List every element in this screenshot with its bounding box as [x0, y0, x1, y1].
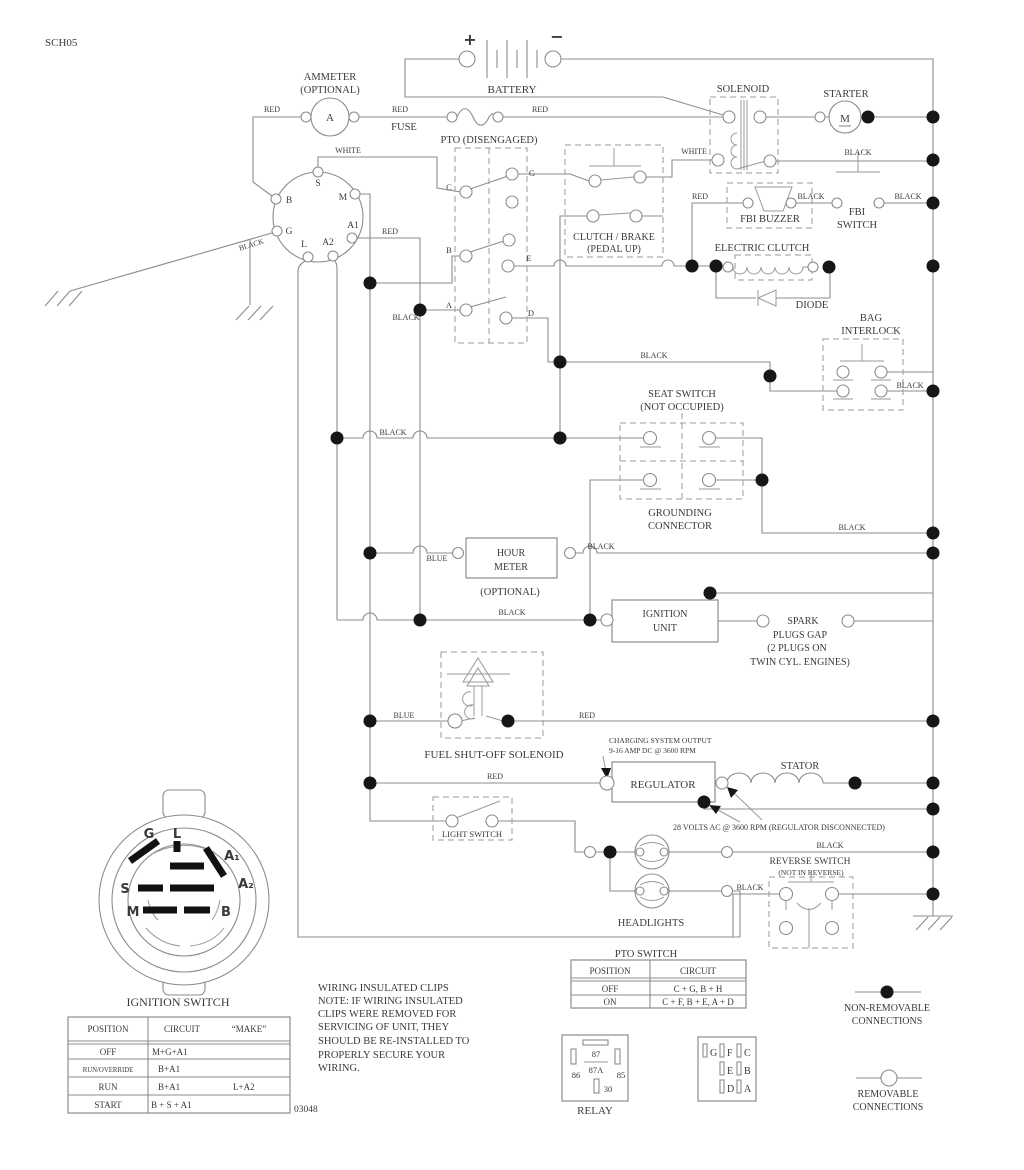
- removable-connection: [460, 304, 472, 316]
- legend-removable-1: REMOVABLE: [857, 1089, 919, 1100]
- non-removable-connection: [364, 547, 377, 560]
- relay-pin-86: 86: [571, 1070, 581, 1080]
- removable-connection: [486, 815, 498, 827]
- non-removable-connection: [927, 527, 940, 540]
- removable-connection: [826, 888, 839, 901]
- relay-slot-86: [571, 1049, 576, 1064]
- relay-label: RELAY: [577, 1105, 613, 1117]
- solenoid-plunger: [741, 100, 747, 170]
- ign-row-runovr-circuit: B+A1: [158, 1064, 181, 1074]
- clutch-brake-1: CLUTCH / BRAKE: [573, 232, 655, 243]
- starter-label: STARTER: [823, 89, 869, 100]
- note-line-1: WIRING INSULATED CLIPS: [318, 983, 449, 994]
- ign-th-make: “MAKE”: [231, 1024, 267, 1034]
- wire-black-11: BLACK: [816, 841, 844, 850]
- non-removable-connection: [364, 277, 377, 290]
- charging-1: CHARGING SYSTEM OUTPUT: [609, 736, 712, 745]
- bag-interlock-1: BAG: [859, 313, 883, 324]
- pto-pin-b: B: [446, 245, 452, 255]
- removable-connection: [722, 847, 733, 858]
- ammeter-a: A: [326, 112, 334, 124]
- reverse-switch-symbol: [769, 872, 853, 948]
- non-removable-connection: [331, 432, 344, 445]
- non-removable-connection: [414, 614, 427, 627]
- removable-connection: [875, 366, 887, 378]
- removable-connection: [506, 168, 518, 180]
- regulator-label: REGULATOR: [630, 779, 696, 791]
- pto-pin-g: G: [528, 168, 536, 178]
- relay-pin-87: 87: [591, 1049, 601, 1059]
- removable-connection: [446, 815, 458, 827]
- wire-black-4: BLACK: [392, 313, 420, 322]
- removable-connection: [600, 776, 614, 790]
- ign-th-circuit: CIRCUIT: [164, 1024, 200, 1034]
- non-removable-connection: [927, 385, 940, 398]
- non-removable-connection: [704, 587, 717, 600]
- keysw-a1: A₁: [224, 849, 240, 864]
- keysw-m: M: [126, 905, 140, 920]
- pto-th-circuit: CIRCUIT: [680, 966, 716, 976]
- pto-pin-e: E: [526, 253, 532, 263]
- connections-layer: [271, 51, 940, 1086]
- pto-row-on-circuit: C + F, B + E, A + D: [662, 997, 734, 1007]
- removable-connection: [271, 194, 281, 204]
- seat-switch-2: (NOT OCCUPIED): [640, 402, 724, 413]
- non-removable-connection: [881, 986, 894, 999]
- removable-connection: [328, 251, 338, 261]
- keysw-top-tab: [163, 790, 205, 818]
- removable-connection: [634, 171, 646, 183]
- wire-black-1: BLACK: [844, 148, 872, 157]
- removable-connection: [712, 154, 724, 166]
- removable-connection: [303, 252, 313, 262]
- removable-connection: [350, 189, 360, 199]
- wire-black-rot: BLACK: [237, 236, 265, 253]
- wire-black-3: BLACK: [894, 192, 922, 201]
- wire-black-7: BLACK: [379, 428, 407, 437]
- removable-connection: [743, 198, 753, 208]
- removable-connection: [703, 474, 716, 487]
- fbi-switch-label-1: FBI: [848, 207, 866, 218]
- non-removable-connection: [849, 777, 862, 790]
- legend-nonremovable-2: CONNECTIONS: [851, 1016, 923, 1027]
- wire-black-2: BLACK: [797, 192, 825, 201]
- volts-arrows: [709, 787, 762, 822]
- pto-b-feed-wire: [370, 256, 461, 283]
- wire-red-3: RED: [532, 105, 548, 114]
- removable-connection: [460, 186, 472, 198]
- wire-black-8: BLACK: [838, 523, 866, 532]
- ign-row-run-circuit: B+A1: [158, 1082, 181, 1092]
- removable-connection: [565, 548, 576, 559]
- pto-disengaged-label: PTO (DISENGAGED): [440, 135, 538, 146]
- ammeter-optional: (OPTIONAL): [300, 85, 360, 96]
- fuel-solenoid-label: FUEL SHUT-OFF SOLENOID: [424, 749, 564, 761]
- ignition-switch-title: IGNITION SWITCH: [126, 995, 230, 1009]
- note-line-2: NOTE: IF WIRING INSULATED: [318, 996, 463, 1007]
- non-removable-connection: [554, 432, 567, 445]
- relay-pin-87a: 87A: [588, 1065, 604, 1075]
- reverse-switch-1: REVERSE SWITCH: [769, 857, 851, 867]
- conn-pin-e: E: [727, 1066, 734, 1077]
- removable-connection: [503, 234, 515, 246]
- removable-connection: [313, 167, 323, 177]
- ign-row-off-circuit: M+G+A1: [152, 1047, 188, 1057]
- diode-label: DIODE: [795, 300, 829, 311]
- headlights-label: HEADLIGHTS: [617, 918, 685, 929]
- grounding-2: CONNECTOR: [648, 521, 712, 532]
- keysw-l: L: [172, 827, 182, 842]
- conn-pin-b: B: [744, 1066, 751, 1077]
- non-removable-connection: [364, 715, 377, 728]
- connector-pin-slots: [703, 1044, 741, 1093]
- removable-connection: [815, 112, 825, 122]
- relay-slot-87: [583, 1040, 608, 1045]
- removable-connection: [764, 155, 776, 167]
- seat-switch-1: SEAT SWITCH: [648, 389, 716, 400]
- ign-term-a1: A1: [347, 221, 359, 231]
- bag-interlock-2: INTERLOCK: [841, 326, 901, 337]
- conn-pin-f: F: [727, 1048, 733, 1059]
- ignition-unit-2: UNIT: [653, 623, 677, 634]
- non-removable-connection: [927, 111, 940, 124]
- headlight-2-symbol: [635, 874, 669, 908]
- ign-term-l: L: [301, 240, 307, 250]
- right-bus-wire: [561, 59, 933, 916]
- non-removable-connection: [604, 846, 617, 859]
- removable-connection: [780, 922, 793, 935]
- ign-term-s: S: [315, 179, 321, 189]
- note-line-5: SHOULD BE RE-INSTALLED TO: [318, 1036, 470, 1047]
- ign-term-g: G: [285, 227, 293, 237]
- seat-switch-dividers: [620, 413, 743, 499]
- non-removable-connection: [823, 261, 836, 274]
- battery-cells-short: [497, 50, 537, 68]
- stator-label: STATOR: [780, 761, 820, 772]
- non-removable-connection: [862, 111, 875, 124]
- pto-pin-c: C: [446, 182, 452, 192]
- non-removable-connection: [710, 260, 723, 273]
- wire-black-10: BLACK: [498, 608, 526, 617]
- removable-connection: [585, 847, 596, 858]
- reverse-switch-2: (NOT IN REVERSE): [778, 868, 844, 877]
- keysw-a2: A₂: [238, 877, 254, 892]
- solenoid-coil: [731, 133, 766, 169]
- removable-connection: [874, 198, 884, 208]
- battery-plus: +: [463, 30, 477, 49]
- non-removable-connection: [927, 197, 940, 210]
- removable-connection: [837, 385, 849, 397]
- fuse-label: FUSE: [391, 122, 417, 133]
- conn-pin-g: G: [710, 1048, 718, 1059]
- non-removable-connection: [927, 803, 940, 816]
- wire-blue-2: BLUE: [393, 711, 415, 720]
- wire-red-4: RED: [692, 192, 708, 201]
- note-line-3: CLIPS WERE REMOVED FOR: [318, 1009, 457, 1020]
- removable-connection: [493, 112, 503, 122]
- spark-1: SPARK: [787, 616, 819, 627]
- non-removable-connection: [927, 154, 940, 167]
- wire-blue-1: BLUE: [426, 554, 448, 563]
- keysw-b: B: [221, 905, 231, 920]
- pto-row-off: OFF: [601, 984, 619, 994]
- removable-connection: [723, 111, 735, 123]
- bag-interlock-symbol: [823, 339, 903, 410]
- battery-minus: −: [550, 27, 564, 46]
- ign-term-m: M: [338, 193, 348, 203]
- solenoid-label: SOLENOID: [716, 84, 770, 95]
- pto-pin-a: A: [445, 300, 453, 310]
- removable-connection: [506, 196, 518, 208]
- ign-row-off: OFF: [99, 1047, 117, 1057]
- ign-term-b: B: [285, 196, 293, 206]
- ignition-unit-1: IGNITION: [642, 609, 688, 620]
- removable-connection: [644, 474, 657, 487]
- spark-3: (2 PLUGS ON: [767, 643, 827, 654]
- removable-connection: [459, 51, 475, 67]
- hour-meter-2: METER: [494, 562, 528, 573]
- non-removable-connection: [927, 715, 940, 728]
- wire-white-1: WHITE: [335, 146, 361, 155]
- wire-black-5: BLACK: [640, 351, 668, 360]
- battery-positive-wire: [405, 59, 723, 115]
- removable-connection: [716, 777, 728, 789]
- removable-connection: [826, 922, 839, 935]
- ignition-unit-wires: [710, 593, 933, 621]
- reverse-switch-contacts: [786, 900, 832, 948]
- removable-connection: [757, 615, 769, 627]
- ground-left-icon: [45, 291, 82, 306]
- removable-connection: [842, 615, 854, 627]
- battery-label: BATTERY: [487, 84, 537, 96]
- removable-connection: [808, 262, 818, 272]
- pto-row-off-circuit: C + G, B + H: [673, 984, 723, 994]
- non-removable-connection: [686, 260, 699, 273]
- removable-connection: [448, 714, 462, 728]
- conn-pin-c: C: [744, 1048, 751, 1059]
- wire-red-1: RED: [264, 105, 280, 114]
- wire-red-2: RED: [392, 105, 408, 114]
- relay-slot-30: [594, 1079, 599, 1093]
- fbi-buzzer-label: FBI BUZZER: [740, 214, 800, 225]
- buzzer-horn-icon: [755, 187, 792, 211]
- wire-black-12: BLACK: [736, 883, 764, 892]
- ammeter-label: AMMETER: [303, 72, 357, 83]
- removable-connection: [644, 432, 657, 445]
- spark-4: TWIN CYL. ENGINES): [750, 657, 850, 668]
- removable-connection: [589, 175, 601, 187]
- ign-row-run: RUN: [98, 1082, 118, 1092]
- spark-2: PLUGS GAP: [772, 630, 828, 641]
- ign-row-run-circuit2: L+A2: [233, 1082, 255, 1092]
- removable-connection: [272, 226, 282, 236]
- reverse-switch-box: [769, 877, 853, 948]
- removable-connection: [703, 432, 716, 445]
- removable-connection: [832, 198, 842, 208]
- relay-slot-85: [615, 1049, 620, 1064]
- electric-clutch-coil: [733, 267, 808, 274]
- light-switch-label: LIGHT SWITCH: [441, 829, 503, 839]
- removable-connection: [875, 385, 887, 397]
- removable-connection: [460, 250, 472, 262]
- electric-clutch-label: ELECTRIC CLUTCH: [714, 243, 810, 254]
- drawing-number: 03048: [294, 1105, 318, 1115]
- ign-row-runovr: RUN/OVERRIDE: [82, 1067, 134, 1074]
- ground-mid-icon: [236, 306, 273, 320]
- keysw-g: G: [143, 827, 155, 842]
- non-removable-connection: [927, 547, 940, 560]
- fuse-element: [457, 109, 493, 126]
- wire-black-6: BLACK: [896, 381, 924, 390]
- pto-table-title: PTO SWITCH: [614, 949, 678, 960]
- removable-connection: [349, 112, 359, 122]
- legend-nonremovable-1: NON-REMOVABLE: [844, 1003, 930, 1014]
- wire-white-2: WHITE: [681, 147, 707, 156]
- relay-pin-85: 85: [616, 1070, 626, 1080]
- pto-row-on: ON: [603, 997, 617, 1007]
- ignition-unit-box: [612, 600, 718, 642]
- removable-connection: [630, 210, 642, 222]
- clutch-brake-actuator: [589, 148, 641, 166]
- ign-row-start-circuit: B + S + A1: [151, 1100, 192, 1110]
- pto-blades: [470, 174, 589, 307]
- relay-pin-30: 30: [603, 1084, 613, 1094]
- non-removable-connection: [584, 614, 597, 627]
- removable-connection: [453, 548, 464, 559]
- conn-pin-d: D: [727, 1084, 735, 1095]
- charging-2: 9-16 AMP DC @ 3600 RPM: [609, 746, 696, 755]
- removable-connection: [881, 1070, 897, 1086]
- non-removable-connection: [554, 356, 567, 369]
- battery-cells-long: [487, 40, 527, 78]
- wire-red-5: RED: [382, 227, 398, 236]
- wire-black-9: BLACK: [587, 542, 615, 551]
- sheet-code: SCH05: [45, 37, 78, 49]
- wire-red-7: RED: [487, 772, 503, 781]
- legend-removable-2: CONNECTIONS: [852, 1102, 924, 1113]
- removable-connection: [723, 262, 733, 272]
- fuel-needle-icon: [463, 658, 493, 716]
- pto-pin-d: D: [527, 308, 535, 318]
- seat-switch-symbol: [620, 413, 743, 499]
- volts-note: 28 VOLTS AC @ 3600 RPM (REGULATOR DISCONNECTED): [673, 823, 885, 832]
- electric-clutch-symbol: [733, 255, 812, 280]
- seat-right-wire: [714, 438, 933, 533]
- removable-connection: [837, 366, 849, 378]
- non-removable-connection: [927, 846, 940, 859]
- removable-connection: [545, 51, 561, 67]
- hour-meter-optional: (OPTIONAL): [480, 587, 540, 598]
- removable-connection: [780, 888, 793, 901]
- wire-red-6: RED: [579, 711, 595, 720]
- starter-m: M: [840, 113, 850, 125]
- clutch-white-wire: [645, 160, 713, 177]
- grounding-1: GROUNDING: [648, 508, 712, 519]
- removable-connection: [502, 260, 514, 272]
- diode-icon: [758, 290, 776, 306]
- note-line-6: PROPERLY SECURE YOUR: [318, 1050, 446, 1061]
- ign-term-a2: A2: [322, 238, 334, 248]
- non-removable-connection: [756, 474, 769, 487]
- note-line-7: WIRING.: [318, 1063, 360, 1074]
- non-removable-connection: [927, 888, 940, 901]
- bag-interlock-actuator: [840, 344, 884, 361]
- note-line-4: SERVICING OF UNIT, THEY: [318, 1022, 450, 1033]
- conn-pin-a: A: [744, 1084, 752, 1095]
- non-removable-connection: [927, 777, 940, 790]
- removable-connection: [786, 198, 796, 208]
- clutch-brake-blades: [599, 177, 634, 215]
- removable-connection: [447, 112, 457, 122]
- removable-connection: [754, 111, 766, 123]
- removable-connection: [722, 886, 733, 897]
- non-removable-connection: [698, 796, 711, 809]
- battery-symbol: [487, 40, 537, 78]
- removable-connection: [301, 112, 311, 122]
- clutch-brake-2: (PEDAL UP): [587, 244, 641, 255]
- non-removable-connection: [502, 715, 515, 728]
- hour-meter-1: HOUR: [496, 548, 526, 559]
- ign-th-position: POSITION: [87, 1024, 129, 1034]
- keysw-s: S: [120, 882, 130, 897]
- pto-th-position: POSITION: [589, 966, 631, 976]
- ground-right-icon: [913, 916, 953, 930]
- headlight-1-symbol: [635, 835, 669, 869]
- non-removable-connection: [364, 777, 377, 790]
- removable-connection: [500, 312, 512, 324]
- removable-connection: [347, 233, 357, 243]
- removable-connection: [601, 614, 613, 626]
- non-removable-connection: [927, 260, 940, 273]
- fbi-switch-label-2: SWITCH: [836, 220, 878, 231]
- removable-connection: [587, 210, 599, 222]
- non-removable-connection: [764, 370, 777, 383]
- ign-row-start: START: [94, 1100, 122, 1110]
